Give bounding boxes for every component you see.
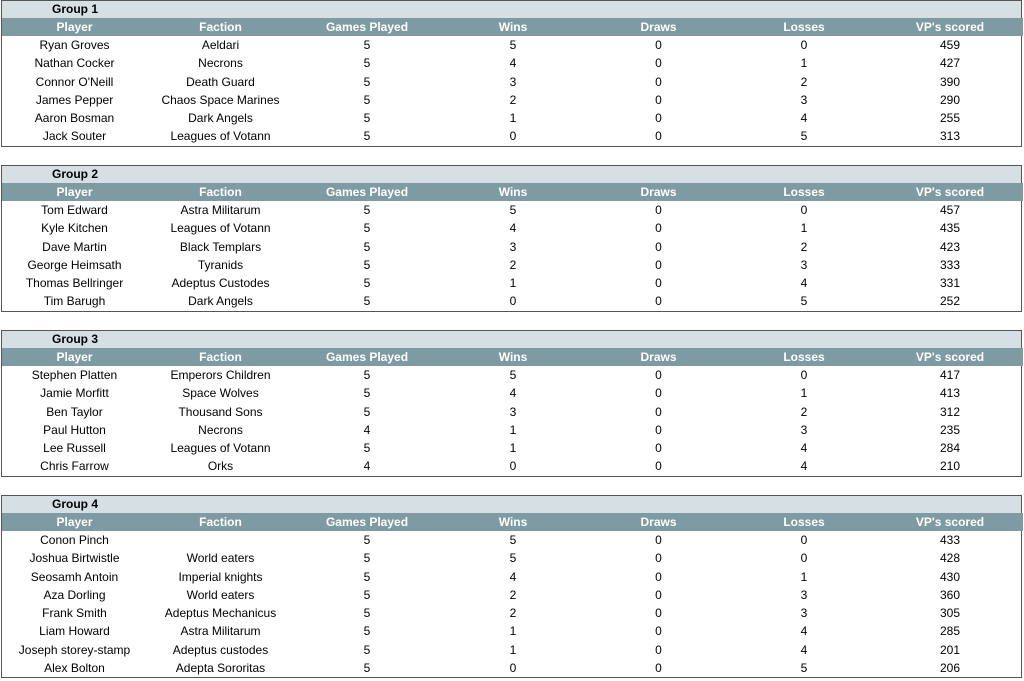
column-header-draws: Draws [586,513,731,531]
column-header-games-played: Games Played [294,183,440,201]
cell-faction [147,531,294,549]
group-table [1,0,1022,147]
cell-player: Ryan Groves [39,38,110,52]
cell-faction: Dark Angels [188,294,253,309]
cell-losses: 3 [800,587,808,602]
group-table [1,330,1022,477]
column-header-draws: Draws [586,183,731,201]
cell-games-played: 5 [363,257,371,272]
cell-games-played: 5 [363,129,371,144]
cell-player: Dave Martin [42,239,107,254]
cell-wins: 1 [509,422,517,437]
table-row [2,641,1023,659]
cell-losses: 4 [800,642,808,657]
cell-vps-scored: 206 [939,661,961,676]
cell-player: Aaron Bosman [34,111,115,126]
cell-wins: 3 [509,404,517,419]
cell-games-played: 5 [363,569,371,584]
cell-draws: 0 [655,606,662,621]
table-row [2,219,1023,237]
cell-wins: 1 [509,111,517,126]
cell-losses: 4 [800,459,808,474]
cell-player: Chris Farrow [40,459,109,474]
cell-losses: 3 [800,422,808,437]
table-row [2,256,1023,274]
cell-draws: 0 [655,294,662,309]
group-title: Group 3 [2,331,1021,348]
cell-games-played: 5 [363,661,371,676]
column-header-draws: Draws [586,18,731,36]
cell-faction: Adeptus custodes [172,642,269,657]
table-row [2,421,1023,439]
cell-games-played: 5 [363,642,371,657]
cell-faction: Thousand Sons [178,404,263,419]
cell-player: Jamie Morfitt [40,386,109,401]
cell-losses: 4 [800,276,808,291]
cell-player: Kyle Kitchen [41,221,108,236]
table-row [2,91,1023,109]
table-row [2,54,1023,72]
cell-losses: 0 [800,38,808,52]
cell-faction: Emperors Children [170,368,271,382]
cell-games-played: 5 [363,221,371,236]
cell-vps-scored: 235 [939,422,961,437]
cell-player: Frank Smith [42,606,107,621]
cell-wins: 5 [509,38,517,52]
cell-faction: Necrons [198,422,243,437]
cell-wins: 4 [509,221,517,236]
column-header-player: Player [2,348,147,366]
cell-draws: 0 [655,239,662,254]
cell-draws: 0 [655,642,662,657]
cell-draws: 0 [655,56,662,71]
cell-faction: Astra Militarum [180,624,261,639]
cell-losses: 4 [800,111,808,126]
cell-games-played: 5 [363,606,371,621]
cell-draws: 0 [655,551,662,566]
standings-table [2,513,1023,677]
cell-vps-scored: 459 [939,38,961,52]
cell-vps-scored: 313 [939,129,961,144]
cell-games-played: 4 [363,459,371,474]
cell-player: Paul Hutton [43,422,106,437]
group-table [1,495,1022,678]
cell-draws: 0 [655,111,662,126]
column-header-player: Player [2,513,147,531]
standings-table [2,348,1023,476]
cell-draws: 0 [655,459,662,474]
cell-losses: 3 [800,92,808,107]
table-row [2,201,1023,219]
standings-table [2,18,1023,146]
cell-games-played: 5 [363,441,371,456]
cell-player: Liam Howard [39,624,110,639]
table-row [2,659,1023,677]
cell-draws: 0 [655,368,662,382]
cell-draws: 0 [655,74,662,89]
cell-player: James Pepper [35,92,114,107]
cell-faction: Imperial knights [178,569,263,584]
cell-faction: Necrons [198,56,243,71]
cell-vps-scored: 252 [939,294,961,309]
column-header-games-played: Games Played [294,18,440,36]
cell-games-played: 5 [363,203,371,217]
cell-wins: 4 [509,386,517,401]
cell-wins: 1 [509,441,517,456]
group-title: Group 4 [2,496,1021,513]
table-row [2,531,1023,549]
group-table [1,165,1022,312]
header-row [2,348,1023,366]
table-row [2,36,1023,54]
cell-wins: 1 [509,624,517,639]
cell-player: Tom Edward [41,203,108,217]
cell-player: Tim Barugh [43,294,106,309]
column-header-wins: Wins [440,183,586,201]
cell-player: Stephen Platten [31,368,118,382]
cell-draws: 0 [655,386,662,401]
cell-vps-scored: 433 [939,533,961,547]
column-header-faction: Faction [147,183,294,201]
cell-vps-scored: 428 [939,551,961,566]
cell-draws: 0 [655,276,662,291]
cell-vps-scored: 201 [939,642,961,657]
cell-vps-scored: 333 [939,257,961,272]
column-header-faction: Faction [147,513,294,531]
cell-wins: 4 [509,569,517,584]
table-row [2,622,1023,640]
cell-losses: 0 [800,368,808,382]
table-row [2,109,1023,127]
cell-vps-scored: 417 [939,368,961,382]
cell-games-played: 5 [363,111,371,126]
cell-faction: Leagues of Votann [170,221,271,236]
cell-faction: Leagues of Votann [170,441,271,456]
cell-vps-scored: 360 [939,587,961,602]
cell-vps-scored: 284 [939,441,961,456]
header-row [2,183,1023,201]
cell-wins: 1 [509,642,517,657]
cell-wins: 0 [509,661,517,676]
cell-games-played: 5 [363,294,371,309]
cell-losses: 3 [800,606,808,621]
standings-table [2,183,1023,311]
column-header-draws: Draws [586,348,731,366]
cell-losses: 0 [800,203,808,217]
cell-faction: Adeptus Mechanicus [164,606,277,621]
cell-player: Conon Pinch [40,533,109,547]
cell-draws: 0 [655,129,662,144]
column-header-faction: Faction [147,18,294,36]
cell-vps-scored: 312 [939,404,961,419]
column-header-games-played: Games Played [294,348,440,366]
cell-wins: 0 [509,459,517,474]
column-header-player: Player [2,183,147,201]
cell-losses: 2 [800,74,808,89]
column-header-vps-scored: VP's scored [877,183,1023,201]
cell-games-played: 5 [363,624,371,639]
cell-draws: 0 [655,569,662,584]
cell-vps-scored: 390 [939,74,961,89]
cell-draws: 0 [655,587,662,602]
cell-faction: Leagues of Votann [170,129,271,144]
table-row [2,366,1023,384]
cell-draws: 0 [655,533,662,547]
cell-draws: 0 [655,221,662,236]
cell-wins: 3 [509,74,517,89]
cell-player: Thomas Bellringer [25,276,124,291]
cell-vps-scored: 435 [939,221,961,236]
table-row [2,568,1023,586]
cell-faction: Adepta Sororitas [175,661,266,676]
cell-draws: 0 [655,92,662,107]
cell-losses: 4 [800,624,808,639]
cell-draws: 0 [655,624,662,639]
cell-losses: 2 [800,404,808,419]
table-row [2,457,1023,475]
cell-faction: Astra Militarum [180,203,261,217]
cell-player: Alex Bolton [44,661,105,676]
cell-vps-scored: 331 [939,276,961,291]
cell-draws: 0 [655,422,662,437]
cell-vps-scored: 423 [939,239,961,254]
cell-player: Seosamh Antoin [30,569,119,584]
cell-games-played: 5 [363,56,371,71]
cell-losses: 3 [800,257,808,272]
cell-draws: 0 [655,38,662,52]
cell-faction: Black Templars [179,239,262,254]
cell-losses: 1 [800,56,808,71]
column-header-vps-scored: VP's scored [877,348,1023,366]
cell-faction: World eaters [186,587,255,602]
cell-draws: 0 [655,441,662,456]
column-header-wins: Wins [440,513,586,531]
cell-player: Nathan Cocker [34,56,115,71]
cell-wins: 0 [509,294,517,309]
table-row [2,586,1023,604]
group-title: Group 2 [2,166,1021,183]
cell-faction: Death Guard [186,74,255,89]
column-header-losses: Losses [731,18,877,36]
column-header-wins: Wins [440,348,586,366]
cell-vps-scored: 430 [939,569,961,584]
cell-vps-scored: 285 [939,624,961,639]
cell-player: Joseph storey-stamp [18,642,131,657]
cell-player: Joshua Birtwistle [29,551,120,566]
cell-player: Ben Taylor [46,404,103,419]
cell-games-played: 5 [363,92,371,107]
cell-wins: 0 [509,129,517,144]
cell-games-played: 5 [363,404,371,419]
cell-losses: 5 [800,661,808,676]
column-header-games-played: Games Played [294,513,440,531]
cell-games-played: 5 [363,551,371,566]
cell-games-played: 5 [363,239,371,254]
cell-wins: 2 [509,606,517,621]
cell-games-played: 5 [363,368,371,382]
table-row [2,127,1023,145]
cell-faction: Adeptus Custodes [171,276,270,291]
cell-draws: 0 [655,257,662,272]
cell-wins: 5 [509,533,517,547]
cell-games-played: 4 [363,422,371,437]
table-row [2,439,1023,457]
cell-vps-scored: 427 [939,56,961,71]
cell-games-played: 5 [363,587,371,602]
cell-games-played: 5 [363,386,371,401]
column-header-wins: Wins [440,18,586,36]
table-row [2,292,1023,310]
cell-vps-scored: 457 [939,203,961,217]
column-header-faction: Faction [147,348,294,366]
cell-player: Lee Russell [43,441,106,456]
cell-player: George Heimsath [27,257,122,272]
cell-losses: 1 [800,386,808,401]
cell-wins: 5 [509,203,517,217]
cell-games-played: 5 [363,74,371,89]
cell-losses: 1 [800,569,808,584]
cell-losses: 5 [800,294,808,309]
cell-vps-scored: 305 [939,606,961,621]
cell-wins: 1 [509,276,517,291]
cell-faction: Space Wolves [182,386,259,401]
cell-losses: 0 [800,533,808,547]
cell-faction: Aeldari [201,38,240,52]
cell-faction: Orks [207,459,234,474]
cell-player: Connor O'Neill [35,74,114,89]
cell-vps-scored: 413 [939,386,961,401]
table-row [2,604,1023,622]
cell-wins: 4 [509,56,517,71]
cell-losses: 0 [800,551,808,566]
cell-losses: 5 [800,129,808,144]
cell-faction: Dark Angels [188,111,253,126]
header-row [2,18,1023,36]
column-header-losses: Losses [731,513,877,531]
cell-draws: 0 [655,404,662,419]
cell-draws: 0 [655,661,662,676]
cell-player: Aza Dorling [43,587,106,602]
table-row [2,403,1023,421]
cell-wins: 2 [509,92,517,107]
cell-vps-scored: 290 [939,92,961,107]
cell-games-played: 5 [363,38,371,52]
column-header-losses: Losses [731,183,877,201]
column-header-vps-scored: VP's scored [877,18,1023,36]
cell-wins: 2 [509,257,517,272]
cell-faction: Tyranids [197,257,244,272]
cell-vps-scored: 210 [939,459,961,474]
cell-vps-scored: 255 [939,111,961,126]
table-row [2,549,1023,567]
table-row [2,73,1023,91]
cell-faction: World eaters [186,551,255,566]
cell-games-played: 5 [363,276,371,291]
cell-draws: 0 [655,203,662,217]
cell-wins: 3 [509,239,517,254]
cell-losses: 2 [800,239,808,254]
table-row [2,238,1023,256]
table-row [2,384,1023,402]
header-row [2,513,1023,531]
column-header-player: Player [2,18,147,36]
cell-wins: 5 [509,551,517,566]
group-title: Group 1 [2,1,1021,18]
cell-games-played: 5 [363,533,371,547]
cell-faction: Chaos Space Marines [161,92,280,107]
cell-player: Jack Souter [42,129,107,144]
cell-losses: 1 [800,221,808,236]
table-row [2,274,1023,292]
column-header-vps-scored: VP's scored [877,513,1023,531]
cell-losses: 4 [800,441,808,456]
cell-wins: 5 [509,368,517,382]
cell-wins: 2 [509,587,517,602]
column-header-losses: Losses [731,348,877,366]
